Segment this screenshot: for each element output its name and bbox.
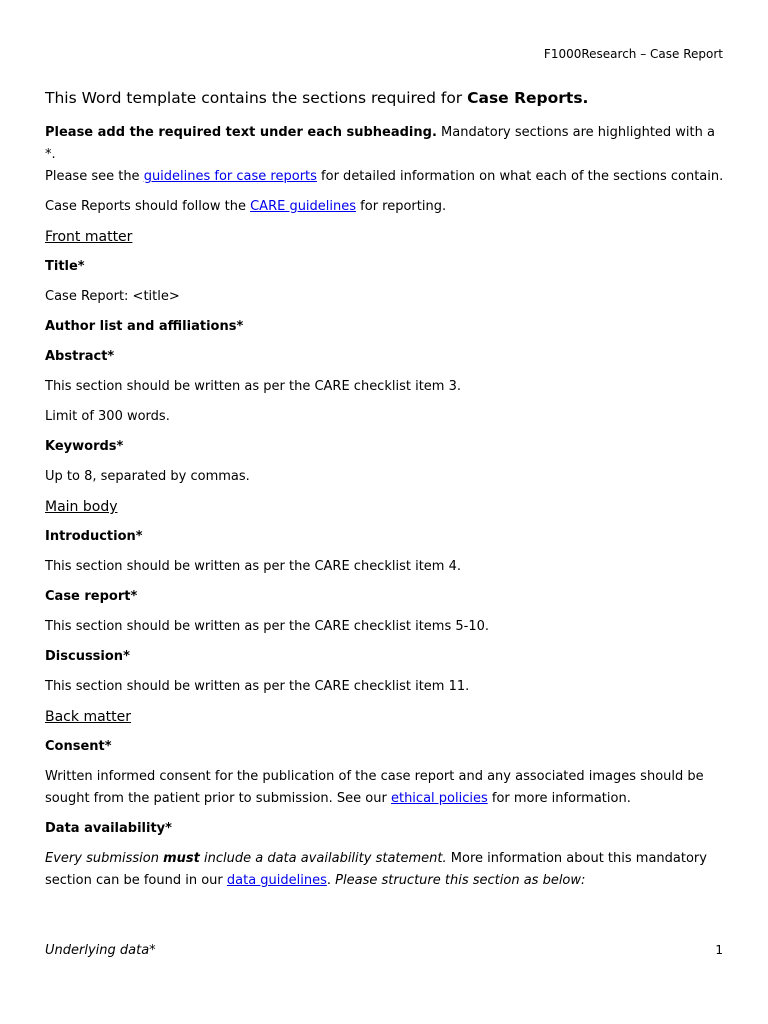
abstract-text-1: This section should be written as per the CARE checklist item 3. [45,379,461,394]
heading-discussion: Discussion* [45,649,130,664]
intro-line-2: Please see the guidelines for case reports for detailed information on what each of the sections contain. [45,169,724,184]
data-availability-text: Every submission must include a data availability statement. More information about this mandatory section can be found in our data guidelines. Please structure this section as below: [45,851,707,888]
consent-text: Written informed consent for the publication of the case report and any associated images should be sought from the patient prior to submission. See our ethical policies for more information. [45,769,704,806]
running-header: F1000Research – Case Report [543,47,723,61]
heading-introduction: Introduction* [45,529,143,544]
section-main-body: Main body [45,499,118,515]
section-front-matter: Front matter [45,229,133,245]
intro-line-3: Case Reports should follow the CARE guidelines for reporting. [45,199,447,214]
heading-abstract: Abstract* [45,349,115,364]
heading-consent: Consent* [45,739,112,754]
intro-line-1: Please add the required text under each subheading. Mandatory sections are highlighted with a *. [45,125,715,162]
guidelines-link[interactable]: guidelines for case reports [143,169,317,184]
document-body [45,86,725,962]
abstract-text-2: Limit of 300 words. [45,409,170,424]
heading-keywords: Keywords* [45,439,124,454]
data-guidelines-link[interactable]: data guidelines [226,873,327,888]
heading-title: Title* [45,259,85,274]
section-back-matter: Back matter [45,709,132,725]
heading-authors: Author list and affiliations* [45,319,244,334]
template-intro-title: This Word template contains the sections required for Case Reports. [45,89,589,107]
care-guidelines-link[interactable]: CARE guidelines [250,199,357,214]
ethical-policies-link[interactable]: ethical policies [390,791,488,806]
case-report-text: This section should be written as per the CARE checklist items 5-10. [45,619,489,634]
keywords-text: Up to 8, separated by commas. [45,469,250,484]
page-number: 1 [715,943,723,957]
underlying-data-label: Underlying data* [45,943,156,958]
heading-data-availability: Data availability* [45,821,172,836]
title-text: Case Report: <title> [45,289,180,304]
introduction-text: This section should be written as per the CARE checklist item 4. [45,559,461,574]
heading-case-report: Case report* [45,589,138,604]
spacer [45,900,725,940]
discussion-text: This section should be written as per the CARE checklist item 11. [45,679,470,694]
